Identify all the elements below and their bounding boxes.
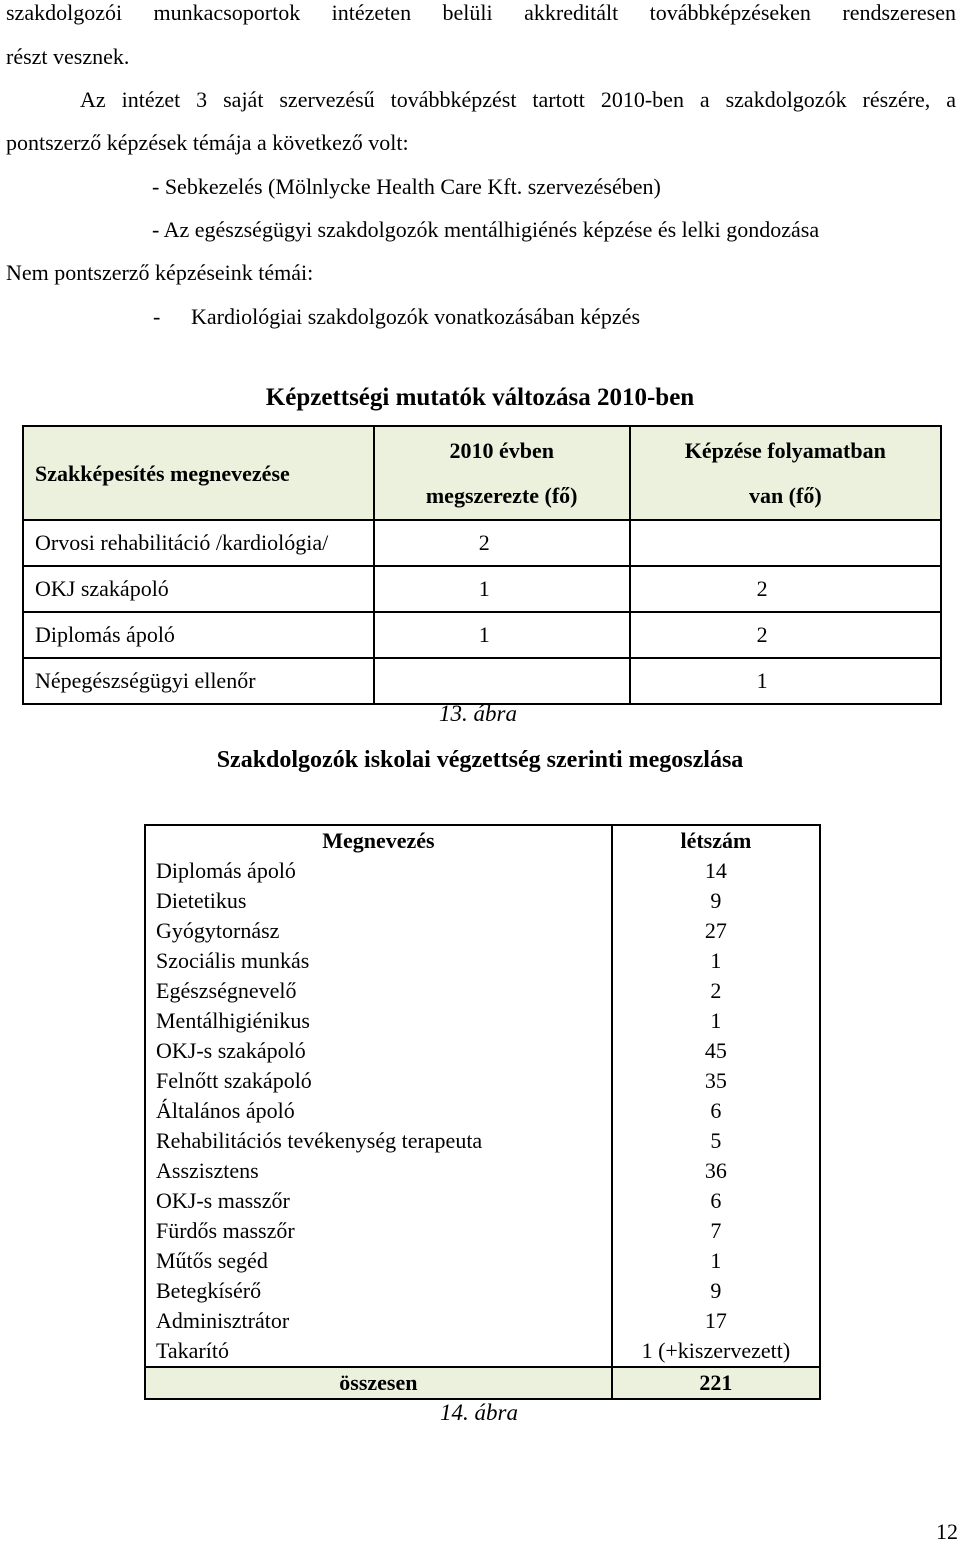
cell-name: Felnőtt szakápoló	[145, 1066, 612, 1096]
bullet-item-1: - Sebkezelés (Mölnlycke Health Care Kft. szervezésében)	[152, 174, 661, 199]
cell-count: 6	[612, 1096, 820, 1126]
cell-name: Egészségnevelő	[145, 976, 612, 1006]
header-name: Megnevezés	[145, 825, 612, 856]
cell-name: Orvosi rehabilitáció /kardiológia/	[23, 520, 374, 566]
table-row	[23, 612, 941, 658]
cell-count: 45	[612, 1036, 820, 1066]
table-row	[145, 1036, 820, 1066]
table-row	[145, 1186, 820, 1216]
qualification-table	[22, 425, 942, 705]
header-obtained	[374, 426, 630, 520]
cell-count: 14	[612, 856, 820, 886]
cell-count: 9	[612, 886, 820, 916]
cell-name: Szociális munkás	[145, 946, 612, 976]
cell-name: OKJ-s szakápoló	[145, 1036, 612, 1066]
cell-in-progress	[630, 520, 941, 566]
page-number: 12	[936, 1519, 958, 1544]
cell-count: 27	[612, 916, 820, 946]
table-row	[145, 1006, 820, 1036]
cell-count: 1	[612, 946, 820, 976]
cell-obtained: 2	[374, 520, 630, 566]
table-row	[145, 1096, 820, 1126]
bullet-dash: -	[153, 304, 161, 329]
cell-name: Betegkísérő	[145, 1276, 612, 1306]
header-qualification: Szakképesítés megnevezése	[23, 426, 374, 520]
cell-obtained: 1	[374, 612, 630, 658]
table-row	[145, 946, 820, 976]
cell-name: Mentálhigiénikus	[145, 1006, 612, 1036]
table-header-row	[145, 825, 820, 856]
cell-count: 6	[612, 1186, 820, 1216]
table1-title: Képzettségi mutatók változása 2010-ben	[265, 384, 695, 411]
cell-count: 1	[612, 1246, 820, 1276]
cell-count: 7	[612, 1216, 820, 1246]
cell-name: Általános ápoló	[145, 1096, 612, 1126]
header-count: létszám	[612, 825, 820, 856]
table-row	[145, 1126, 820, 1156]
cell-in-progress: 2	[630, 612, 941, 658]
intro-line-3: Az intézet 3 saját szervezésű továbbképzést tartott 2010-ben a szakdolgozók részére, a	[80, 87, 956, 112]
cell-name: Fürdős masszőr	[145, 1216, 612, 1246]
cell-count: 9	[612, 1276, 820, 1306]
bullet-item-3: Kardiológiai szakdolgozók vonatkozásában képzés	[191, 304, 641, 329]
table-row	[145, 976, 820, 1006]
cell-name: Asszisztens	[145, 1156, 612, 1186]
header-in-progress	[630, 426, 941, 520]
intro-line-4: pontszerző képzések témája a következő volt:	[6, 130, 409, 155]
cell-name: Rehabilitációs tevékenység terapeuta	[145, 1126, 612, 1156]
intro-line-5: Nem pontszerző képzéseink témái:	[6, 260, 314, 285]
intro-line-2: részt vesznek.	[6, 44, 130, 69]
table-row	[145, 1066, 820, 1096]
cell-count: 35	[612, 1066, 820, 1096]
total-value: 221	[612, 1367, 820, 1399]
cell-name: Takarító	[145, 1336, 612, 1367]
table-row	[23, 520, 941, 566]
cell-in-progress: 2	[630, 566, 941, 612]
cell-name: Népegészségügyi ellenőr	[23, 658, 374, 704]
cell-name: Diplomás ápoló	[145, 856, 612, 886]
table-header-row	[23, 426, 941, 520]
table-row	[23, 658, 941, 704]
table2-title: Szakdolgozók iskolai végzettség szerinti megoszlása	[216, 747, 744, 773]
table-row	[145, 1336, 820, 1367]
bullet-item-2: - Az egészségügyi szakdolgozók mentálhigiénés képzése és lelki gondozása	[152, 217, 820, 242]
total-row	[145, 1367, 820, 1399]
cell-count: 17	[612, 1306, 820, 1336]
table-row	[145, 886, 820, 916]
table-row	[23, 566, 941, 612]
cell-count: 1 (+kiszervezett)	[612, 1336, 820, 1367]
table-row	[145, 1276, 820, 1306]
table-row	[145, 1216, 820, 1246]
cell-obtained	[374, 658, 630, 704]
cell-name: Adminisztrátor	[145, 1306, 612, 1336]
cell-name: Dietetikus	[145, 886, 612, 916]
cell-count: 2	[612, 976, 820, 1006]
cell-name: OKJ szakápoló	[23, 566, 374, 612]
table-row	[145, 1246, 820, 1276]
intro-line-1: szakdolgozói munkacsoportok intézeten belüli akkreditált továbbképzéseken rendszeresen	[6, 0, 956, 25]
cell-name: Diplomás ápoló	[23, 612, 374, 658]
cell-count: 5	[612, 1126, 820, 1156]
cell-count: 36	[612, 1156, 820, 1186]
cell-name: OKJ-s masszőr	[145, 1186, 612, 1216]
table-row	[145, 1156, 820, 1186]
cell-name: Gyógytornász	[145, 916, 612, 946]
figure-caption-13: 13. ábra	[439, 701, 517, 726]
cell-count: 1	[612, 1006, 820, 1036]
cell-obtained: 1	[374, 566, 630, 612]
header-in-progress-line-2: van (fő)	[748, 483, 822, 508]
table-row	[145, 856, 820, 886]
header-in-progress-line-1: Képzése folyamatban	[684, 438, 886, 463]
cell-name: Műtős segéd	[145, 1246, 612, 1276]
header-obtained-line-1: 2010 évben	[449, 438, 554, 463]
education-table	[144, 824, 821, 1400]
cell-in-progress: 1	[630, 658, 941, 704]
header-obtained-line-2: megszerezte (fő)	[425, 483, 578, 508]
table-row	[145, 916, 820, 946]
figure-caption-14: 14. ábra	[440, 1400, 518, 1425]
table-row	[145, 1306, 820, 1336]
total-label: összesen	[145, 1367, 612, 1399]
